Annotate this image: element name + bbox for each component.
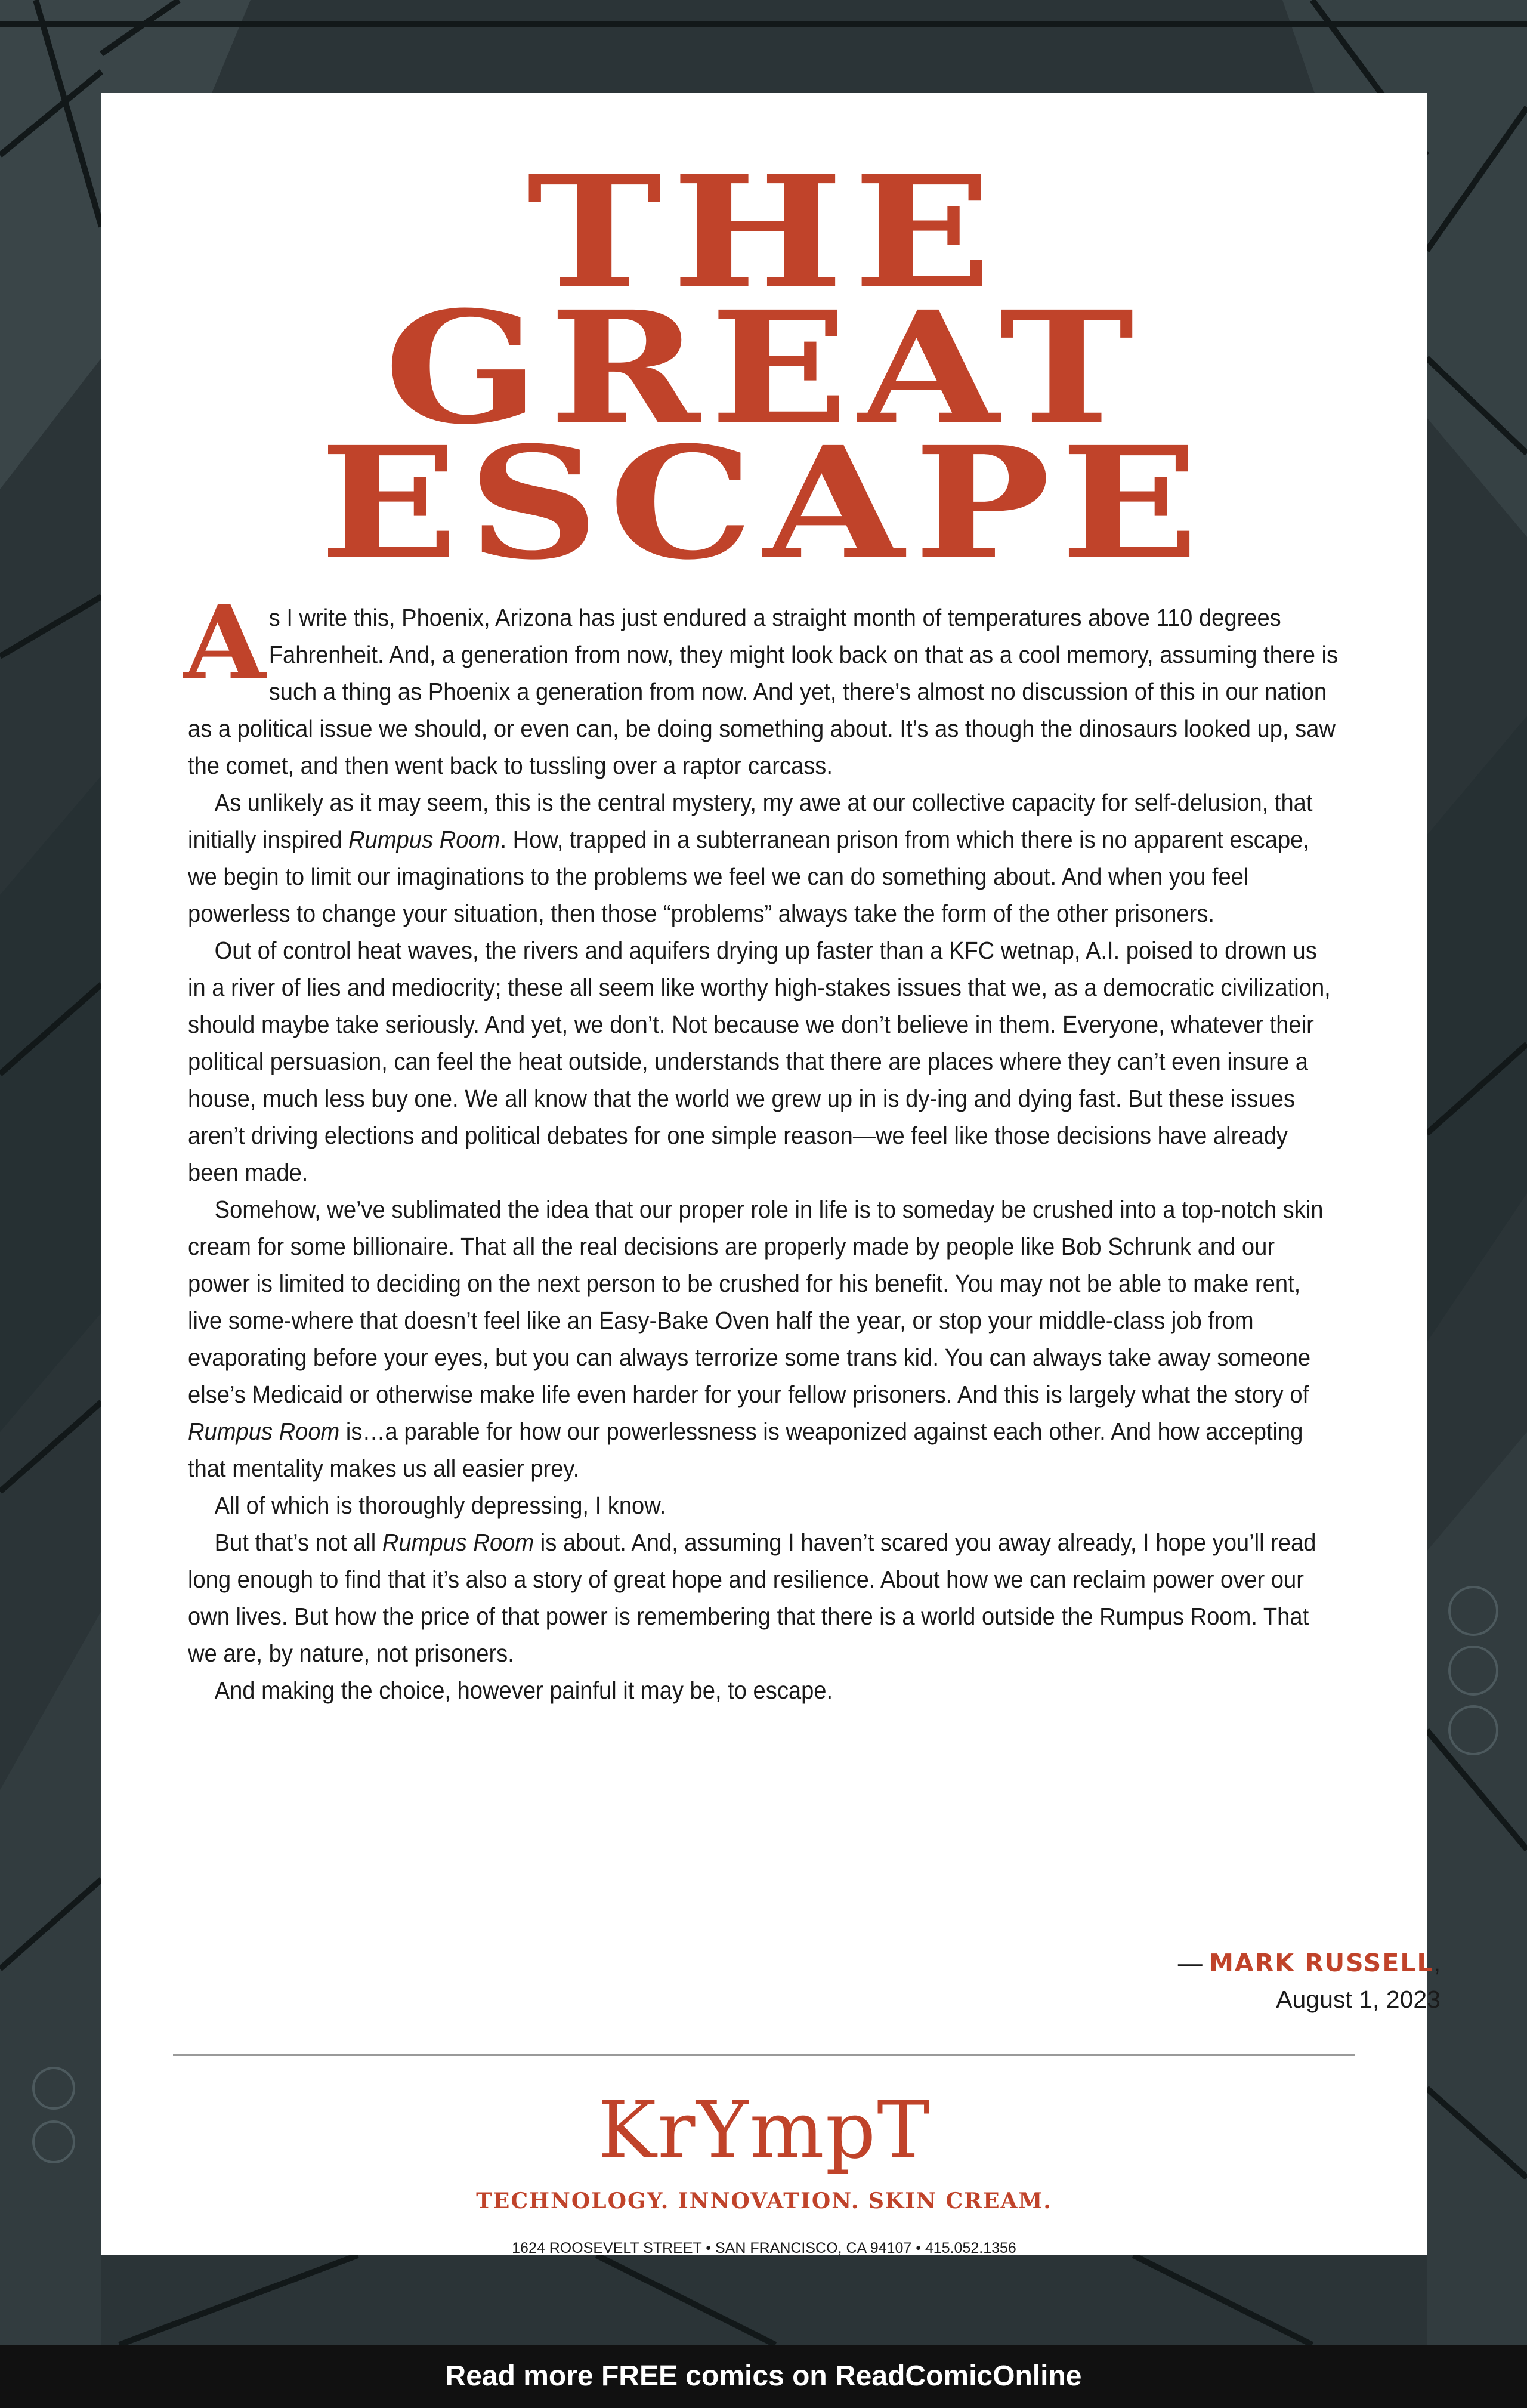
- paragraph-7: And making the choice, however painful it may be, to escape.: [214, 1677, 833, 1704]
- signature-comma: ,: [1433, 1949, 1441, 1977]
- book-title: Rumpus Room: [348, 826, 500, 853]
- paragraph-1: [183, 583, 1341, 784]
- author-name: MARK RUSSELL: [1209, 1949, 1434, 1977]
- paragraph-2: [188, 784, 1341, 932]
- krympt-logo: KrYmpT: [597, 2085, 931, 2177]
- footer-banner[interactable]: [0, 2345, 1527, 2408]
- article-title: [0, 142, 1527, 594]
- book-title: Rumpus Room: [382, 1529, 534, 1556]
- paragraph-6-text-b: is about. And, assuming I haven’t scared you away already, I hope you’ll read long enough to find that it’s also a story of great hope and resilience. About how we can reclaim power over our own lives. But how the price of that power is remembering that there is a world outside the Rumpus Room. That we are, by nature, not prisoners.: [188, 1529, 1316, 1667]
- signature-date: August 1, 2023: [1276, 1986, 1441, 2013]
- signature-byline: [877, 1949, 1441, 1977]
- footer-link-text[interactable]: Read more FREE comics on ReadComicOnline: [445, 2360, 1082, 2392]
- title-line-1: THE: [527, 142, 1001, 323]
- paragraph-2-text-a: As unlikely as it may seem, this is the central mystery, my awe at our collective capacity for self-delusion, that initially inspired: [188, 789, 1313, 853]
- title-line-3: ESCAPE: [319, 413, 1209, 594]
- paragraph-2-text-b: . How, trapped in a subterranean prison from which there is no apparent escape, we begin to limit our imaginations to the problems we feel we can do something about. And when you feel powerless to change your situation, then those “problems” always take the form of the other prisoners.: [188, 826, 1309, 927]
- article-body: [183, 583, 1341, 1709]
- article-page: [101, 93, 1441, 2256]
- paragraph-6-text-a: But that’s not all: [214, 1529, 382, 1556]
- book-title: Rumpus Room: [188, 1418, 340, 1445]
- ad-tagline: TECHNOLOGY. INNOVATION. SKIN CREAM.: [476, 2188, 1052, 2213]
- paragraph-3: Out of control heat waves, the rivers and aquifers drying up faster than a KFC wetnap, A.I. poised to drown us in a river of lies and mediocrity; these all seem like worthy high-stakes issues that we, as a democratic civilization, should maybe take seriously. And yet, we don’t. Not because we don’t believe in them. Everyone, whatever their political persuasion, can feel the heat outside, understands that there are places where they can’t even insure a house, much less buy one. We all know that the world we grew up in is dy-ing and dying fast. But these issues aren’t driving elections and political debates for one simple reason—we feel like those decisions have already been made.: [188, 937, 1331, 1186]
- paragraph-1-text: s I write this, Phoenix, Arizona has just endured a straight month of temperatures above 110 degrees Fahrenheit. And, a generation from now, they might look back on that as a cool memory, assuming there is such a thing as Phoenix a generation from now. And yet, there’s almost no discussion of this in our nation as a political issue we should, or even can, be doing something about. It’s as though the dinosaurs looked up, saw the comet, and then went back to tussling over a raptor carcass.: [188, 604, 1339, 779]
- paragraph-4-text-a: Somehow, we’ve sublimated the idea that our proper role in life is to someday be crushed into a top-notch skin cream for some billionaire. That all the real decisions are properly made by people like Bob Schrunk and our power is limited to deciding on the next person to be crushed for his benefit. You may not be able to make rent, live some-where that doesn’t feel like an Easy-Bake Oven half the year, or stop your middle-class job from evaporating before your eyes, but you can always terrorize some trans kid. You can always take away someone else’s Medicaid or otherwise make life even harder for your fellow prisoners. And this is largely what the story of: [188, 1196, 1324, 1408]
- paragraph-4: [188, 1191, 1341, 1487]
- signature-dash: —: [1177, 1949, 1210, 1977]
- drop-cap: A: [183, 583, 266, 702]
- ad-address: 1624 ROOSEVELT STREET • SAN FRANCISCO, CA 94107 • 415.052.1356: [512, 2240, 1016, 2256]
- paragraph-4-text-b: is…a parable for how our powerlessness is weaponized against each other. And how accepting that mentality makes us all easier prey.: [188, 1418, 1303, 1482]
- paragraph-5: All of which is thoroughly depressing, I know.: [214, 1492, 666, 1519]
- divider: [173, 2054, 1355, 2056]
- title-line-2: GREAT: [384, 277, 1144, 458]
- paragraph-6: [188, 1524, 1341, 1672]
